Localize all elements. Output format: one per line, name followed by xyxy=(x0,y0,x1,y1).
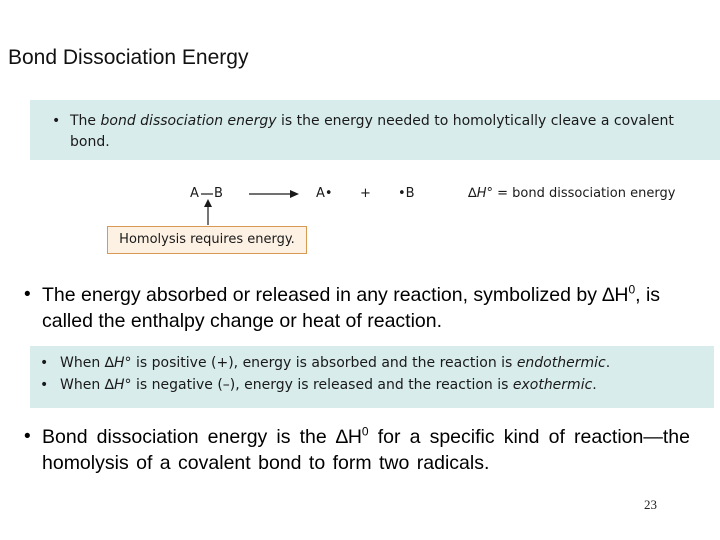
paragraph-1-pre: The energy absorbed or released in any reaction, symbolized by xyxy=(42,284,603,306)
delta-h-symbol: ∆H° xyxy=(104,355,132,371)
row-end: . xyxy=(605,355,611,371)
row-mid: is positive (+), energy is absorbed and the reaction is xyxy=(131,355,517,371)
sign-box xyxy=(30,346,714,408)
bullet: • xyxy=(52,113,61,129)
plus-sign: + xyxy=(360,186,371,201)
row-pre: When xyxy=(60,355,105,371)
page-title: Bond Dissociation Energy xyxy=(8,46,249,69)
bond-dissociation-paragraph xyxy=(42,424,690,476)
page-number: 23 xyxy=(644,497,657,512)
delta-h-symbol: ∆H° xyxy=(104,377,132,393)
delta-h-symbol: ∆H° xyxy=(468,186,493,201)
bullet: • xyxy=(40,377,49,393)
paragraph-2-pre: Bond dissociation energy is the xyxy=(42,426,336,448)
bullet: • xyxy=(24,426,31,447)
paragraph-2-post: for a specific kind of reaction—the homolysis of a covalent bond to form two radicals. xyxy=(42,426,690,474)
reactant-b: B xyxy=(214,186,223,201)
paragraph-1-post: , is called the enthalpy change or heat of reaction. xyxy=(42,284,661,332)
endothermic-term: endothermic xyxy=(516,355,606,371)
h-superscript: 0 xyxy=(628,282,636,297)
reaction-arrow-head xyxy=(290,190,299,198)
h-superscript: 0 xyxy=(361,424,369,439)
definition-term: bond dissociation energy xyxy=(100,113,277,129)
row-end: . xyxy=(592,377,597,393)
delta-h-text: = bond dissociation energy xyxy=(492,186,676,201)
row-mid: is negative (–), energy is released and the reaction is xyxy=(131,377,513,393)
delta-symbol: ∆ xyxy=(602,284,615,306)
h-symbol: H xyxy=(347,426,362,448)
definition-post: is the energy needed to homolytically cleave a covalent bond. xyxy=(70,113,674,150)
bullet: • xyxy=(40,355,49,371)
product-b-radical: •B xyxy=(398,186,415,201)
definition-pre: The xyxy=(70,113,101,129)
callout-pointer-head xyxy=(204,199,212,207)
reactant-a: A xyxy=(190,186,199,201)
row-pre: When xyxy=(60,377,105,393)
enthalpy-paragraph xyxy=(42,282,702,334)
product-a-radical: A• xyxy=(316,186,333,201)
exothermic-term: exothermic xyxy=(512,377,593,393)
exothermic-row xyxy=(40,377,597,393)
endothermic-row xyxy=(40,355,610,371)
delta-symbol: ∆ xyxy=(335,426,348,448)
homolysis-callout: Homolysis requires energy. xyxy=(107,226,307,254)
h-symbol: H xyxy=(614,284,629,306)
bullet: • xyxy=(24,284,31,305)
